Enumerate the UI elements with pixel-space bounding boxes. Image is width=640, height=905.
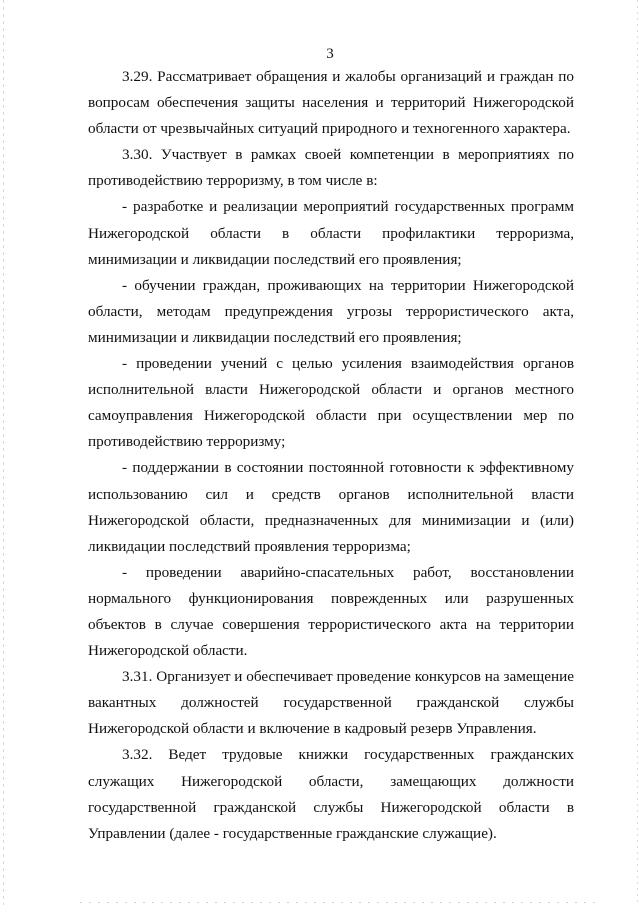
- list-item-exercises: - проведении учений с целью усиления взаимодействия органов исполнительной власти Нижегородской области и органов местного самоуправления Нижегородской области при осуществлении мер по противодействию терроризму;: [88, 355, 574, 451]
- scan-edge-left: [3, 0, 4, 905]
- paragraph-3-32: 3.32. Ведет трудовые книжки государственных гражданских служащих Нижегородской области, замещающих должности государственной гражданской службы Нижегородской области в Управлении (далее - государственные гражданские служащие).: [88, 746, 574, 842]
- document-body: [88, 64, 574, 847]
- paragraph-3-31: 3.31. Организует и обеспечивает проведение конкурсов на замещение вакантных должностей государственной гражданской службы Нижегородской области и включение в кадровый резерв Управления.: [88, 668, 574, 738]
- paragraph-3-29: 3.29. Рассматривает обращения и жалобы организаций и граждан по вопросам обеспечения защиты населения и территорий Нижегородской области от чрезвычайных ситуаций природного и техногенного характера.: [88, 68, 574, 138]
- paragraph-3-30: 3.30. Участвует в рамках своей компетенции в мероприятиях по противодействию терроризму, в том числе в:: [88, 146, 574, 190]
- scan-edge-bottom: [80, 902, 600, 903]
- list-item-programs: - разработке и реализации мероприятий государственных программ Нижегородской области в области профилактики терроризма, минимизации и ликвидации последствий его проявления;: [88, 198, 574, 268]
- list-item-rescue: - проведении аварийно-спасательных работ, восстановлении нормального функционирования поврежденных или разрушенных объектов в случае совершения террористического акта на территории Нижегородской области.: [88, 563, 574, 660]
- list-item-readiness: - поддержании в состоянии постоянной готовности к эффективному использованию сил и средств органов исполнительной власти Нижегородской области, предназначенных для минимизации и (или) ликвидации последствий проявления терроризма;: [88, 459, 574, 555]
- scan-edge-right: [637, 0, 638, 905]
- list-item-training: - обучении граждан, проживающих на территории Нижегородской области, методам предупреждения угрозы террористического акта, минимизации и ликвидации последствий его проявления;: [88, 276, 574, 346]
- page-number: 3: [326, 46, 334, 62]
